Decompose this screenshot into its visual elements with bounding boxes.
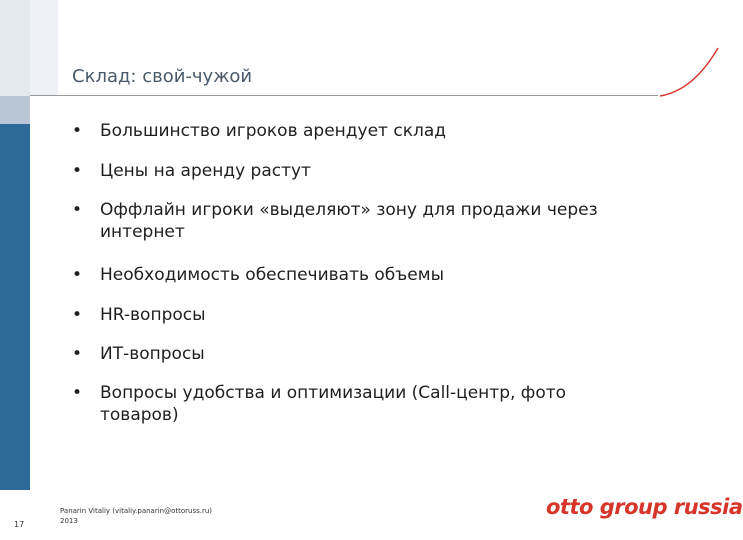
footer-year: 2013 (60, 517, 78, 525)
header-swoosh-decoration (640, 30, 720, 100)
bullet-item (72, 199, 632, 243)
bullet-text: Цены на аренду растут (100, 161, 311, 181)
bullet-item (72, 120, 632, 142)
bullet-marker: • (72, 344, 83, 364)
slide-title: Склад: свой-чужой (72, 66, 253, 87)
bullet-marker: • (72, 121, 83, 141)
bullet-text: Необходимость обеспечивать объемы (100, 265, 445, 285)
sidebar-band-mid (0, 96, 30, 124)
bullet-marker: • (72, 161, 83, 181)
bullet-marker: • (72, 265, 83, 285)
bullet-item (72, 304, 632, 326)
bullet-item (72, 160, 632, 182)
header-panel (30, 0, 58, 96)
sidebar-band-main (0, 124, 30, 490)
bullet-text: Оффлайн игроки «выделяют» зону для продажи через интернет (100, 200, 598, 242)
sidebar-band-top (0, 0, 30, 96)
header-divider (30, 95, 658, 96)
bullet-text: Большинство игроков арендует склад (100, 121, 447, 141)
bullet-marker: • (72, 383, 83, 403)
bullet-item (72, 264, 632, 286)
bullet-text: Вопросы удобства и оптимизации (Call-центр, фото товаров) (100, 383, 567, 425)
company-logo: otto group russia (546, 495, 743, 519)
page-number: 17 (14, 520, 25, 529)
bullet-marker: • (72, 200, 83, 220)
bullet-text: ИТ-вопросы (100, 344, 205, 364)
bullet-item (72, 343, 632, 365)
footer-author: Panarin Vitaliy (vitaliy.panarin@ottoruss.ru) (60, 507, 213, 515)
sidebar-band (0, 0, 30, 540)
bullet-marker: • (72, 305, 83, 325)
bullet-text: HR-вопросы (100, 305, 206, 325)
bullet-item (72, 382, 632, 426)
